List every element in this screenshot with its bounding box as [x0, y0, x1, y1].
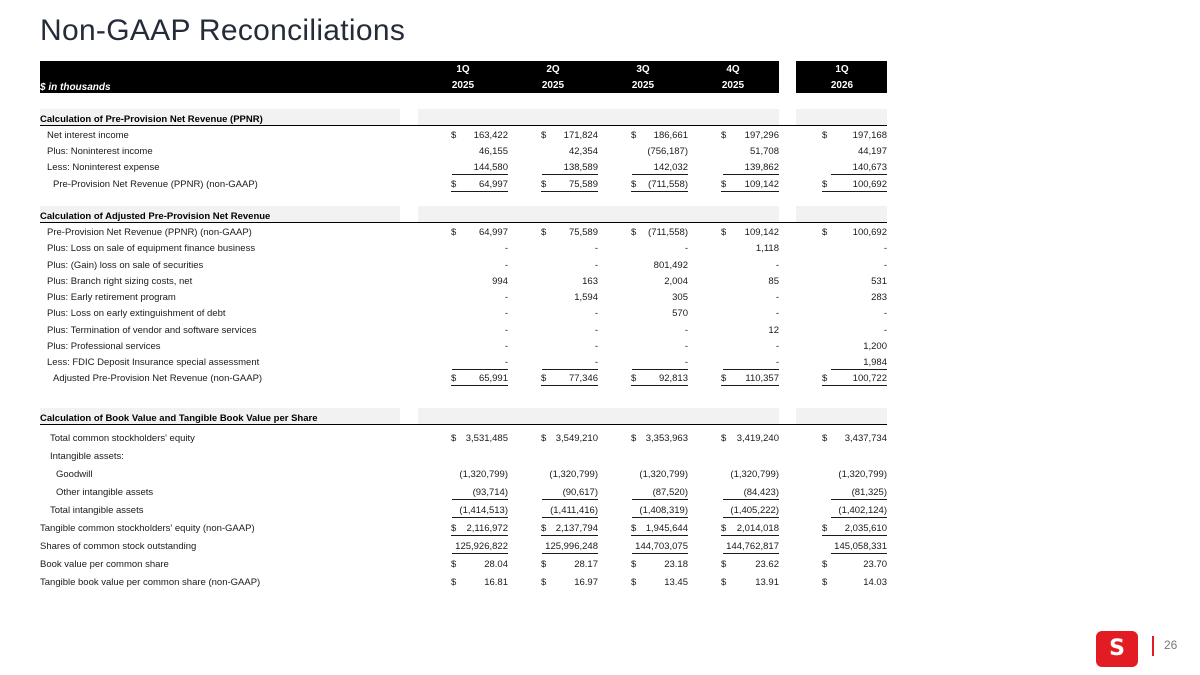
section-band: [796, 206, 887, 222]
currency-symbol: $: [721, 227, 727, 238]
currency-symbol: $: [822, 373, 828, 385]
cell-value: 3,419,240: [736, 433, 779, 444]
cell-value: 16.81: [484, 577, 508, 588]
cell-value: -: [684, 324, 688, 336]
currency-symbol: $: [721, 523, 727, 534]
cell-underline: [451, 535, 508, 536]
currency-symbol: $: [541, 373, 547, 385]
cell-value: 801,492: [653, 259, 688, 271]
cell-value: -: [684, 357, 688, 368]
cell-underline: [723, 517, 779, 518]
currency-symbol: $: [541, 178, 547, 190]
cell-value: -: [504, 340, 508, 352]
cell-underline: [831, 369, 887, 370]
cell-value: (711,558): [648, 227, 688, 238]
column-header-year: 2025: [721, 80, 745, 91]
section-band: [418, 408, 779, 424]
cell-underline: [452, 369, 508, 370]
cell-underline: [822, 191, 887, 192]
cell-underline: [542, 517, 598, 518]
cell-value: 3,437,734: [844, 433, 887, 444]
cell-underline: [452, 517, 508, 518]
cell-underline: [632, 499, 688, 500]
currency-symbol: $: [631, 130, 637, 141]
section-rule: [40, 222, 887, 223]
cell-underline: [632, 517, 688, 518]
column-header-quarter: 1Q: [835, 64, 849, 75]
cell-underline: [723, 369, 779, 370]
cell-value: -: [883, 259, 887, 271]
cell-underline: [542, 369, 598, 370]
row-label: Total intangible assets: [50, 505, 144, 516]
row-label: Less: Noninterest expense: [47, 162, 160, 174]
cell-value: 570: [672, 308, 688, 320]
cell-value: (1,320,799): [730, 469, 779, 480]
currency-symbol: $: [541, 227, 547, 238]
cell-value: 171,824: [563, 130, 598, 141]
cell-value: 144,703,075: [635, 541, 688, 552]
cell-value: 186,661: [653, 130, 688, 141]
cell-value: 139,862: [744, 162, 779, 174]
cell-underline: [723, 499, 779, 500]
cell-value: 100,692: [852, 178, 887, 190]
cell-value: -: [594, 243, 598, 255]
cell-value: 100,722: [852, 373, 887, 385]
column-header-year: 2025: [541, 80, 565, 91]
cell-underline: [632, 553, 688, 554]
column-header-year: 2026: [830, 80, 854, 91]
cell-value: 64,997: [478, 227, 508, 238]
currency-symbol: $: [451, 373, 457, 385]
cell-value: -: [504, 292, 508, 303]
cell-value: (84,423): [743, 487, 779, 498]
cell-value: -: [775, 292, 779, 303]
cell-value: 13.91: [755, 577, 779, 588]
cell-value: 14.03: [863, 577, 887, 588]
cell-value: (1,320,799): [549, 469, 598, 480]
cell-value: -: [684, 243, 688, 255]
currency-symbol: $: [631, 227, 637, 238]
cell-value: -: [504, 243, 508, 255]
cell-value: 65,991: [478, 373, 508, 385]
cell-underline: [723, 553, 779, 554]
cell-value: 3,353,963: [645, 433, 688, 444]
cell-value: (1,408,319): [639, 505, 688, 516]
cell-value: 197,296: [744, 130, 779, 141]
cell-value: 51,708: [749, 146, 779, 158]
currency-symbol: $: [631, 373, 637, 385]
row-label: Less: FDIC Deposit Insurance special assessment: [47, 357, 260, 368]
section-band: [418, 206, 779, 222]
cell-underline: [452, 174, 508, 175]
cell-value: -: [504, 324, 508, 336]
cell-value: 163: [582, 275, 598, 287]
cell-value: -: [775, 357, 779, 368]
cell-underline: [831, 553, 887, 554]
cell-value: (711,558): [648, 178, 688, 190]
cell-underline: [541, 535, 598, 536]
row-label: Shares of common stock outstanding: [40, 541, 197, 552]
cell-value: -: [775, 259, 779, 271]
cell-underline: [831, 499, 887, 500]
cell-value: (1,411,416): [550, 505, 598, 516]
cell-value: -: [594, 340, 598, 352]
cell-value: 197,168: [852, 130, 887, 141]
currency-symbol: $: [451, 523, 457, 534]
cell-value: 2,035,610: [844, 523, 887, 534]
row-label: Plus: Branch right sizing costs, net: [47, 275, 193, 287]
column-header-year: 2025: [631, 80, 655, 91]
column-header-quarter: 1Q: [456, 64, 470, 75]
cell-value: 531: [871, 275, 887, 287]
cell-value: 2,014,018: [736, 523, 779, 534]
cell-value: 23.70: [863, 559, 887, 570]
cell-value: (1,405,222): [730, 505, 779, 516]
column-header-year: 2025: [451, 80, 475, 91]
row-label: Tangible book value per common share (non-GAAP): [40, 577, 261, 588]
cell-value: -: [883, 324, 887, 336]
logo-glyph: S: [1109, 636, 1125, 661]
row-label: Plus: (Gain) loss on sale of securities: [47, 259, 204, 271]
cell-value: 77,346: [568, 373, 598, 385]
row-label: Plus: Noninterest income: [47, 146, 153, 158]
currency-symbol: $: [541, 577, 547, 588]
cell-underline: [822, 535, 887, 536]
currency-symbol: $: [822, 523, 828, 534]
cell-value: 44,197: [857, 146, 887, 158]
row-label: Plus: Early retirement program: [47, 292, 176, 303]
currency-symbol: $: [541, 130, 547, 141]
currency-symbol: $: [721, 178, 727, 190]
cell-value: 1,984: [863, 357, 887, 368]
row-label: Plus: Loss on sale of equipment finance business: [47, 243, 256, 255]
cell-value: -: [775, 308, 779, 320]
cell-value: 110,357: [745, 373, 779, 385]
row-label: Pre-Provision Net Revenue (PPNR) (non-GAAP): [53, 178, 258, 190]
row-label: Other intangible assets: [56, 487, 154, 498]
cell-value: 144,762,817: [726, 541, 779, 552]
cell-value: 28.04: [484, 559, 508, 570]
row-label: Plus: Termination of vendor and software services: [47, 324, 257, 336]
cell-value: 2,116,972: [466, 523, 508, 534]
cell-underline: [541, 191, 598, 192]
cell-underline: [721, 191, 779, 192]
cell-value: (1,320,799): [639, 469, 688, 480]
row-label: Tangible common stockholders' equity (non-GAAP): [40, 523, 255, 534]
cell-underline: [831, 517, 887, 518]
cell-value: 140,673: [852, 162, 887, 174]
row-label: Total common stockholders' equity: [50, 433, 195, 444]
cell-underline: [721, 535, 779, 536]
cell-value: 3,531,485: [465, 433, 508, 444]
currency-symbol: $: [822, 227, 828, 238]
currency-symbol: $: [451, 433, 457, 444]
section-title: Calculation of Pre-Provision Net Revenue (PPNR): [40, 114, 263, 125]
cell-value: (93,714): [472, 487, 508, 498]
section-band: [796, 408, 887, 424]
cell-value: -: [594, 357, 598, 368]
currency-symbol: $: [451, 559, 457, 570]
cell-value: 145,058,331: [834, 541, 887, 552]
row-label: Goodwill: [56, 469, 93, 480]
cell-value: (1,320,799): [838, 469, 887, 480]
section-band: [796, 109, 887, 125]
page-title: Non-GAAP Reconciliations: [40, 14, 406, 47]
cell-value: 2,137,794: [555, 523, 598, 534]
cell-value: (1,320,799): [459, 469, 508, 480]
currency-symbol: $: [631, 523, 637, 534]
currency-symbol: $: [541, 523, 547, 534]
cell-value: 1,945,644: [645, 523, 688, 534]
page-number: 26: [1164, 638, 1178, 652]
cell-underline: [452, 553, 508, 554]
cell-underline: [542, 553, 598, 554]
cell-underline: [631, 191, 688, 192]
cell-value: -: [883, 308, 887, 320]
page-number-divider: [1152, 636, 1154, 656]
cell-underline: [452, 499, 508, 500]
cell-value: 109,142: [744, 178, 779, 190]
section-rule: [40, 125, 887, 126]
cell-value: 1,200: [863, 340, 887, 352]
currency-symbol: $: [541, 433, 547, 444]
cell-value: 142,032: [653, 162, 688, 174]
column-header-quarter: 3Q: [636, 64, 650, 75]
currency-symbol: $: [631, 559, 637, 570]
cell-value: 100,692: [852, 227, 887, 238]
row-label: Net interest income: [47, 130, 129, 141]
cell-value: 138,589: [563, 162, 598, 174]
cell-value: -: [504, 259, 508, 271]
cell-value: -: [883, 243, 887, 255]
cell-underline: [542, 499, 598, 500]
cell-value: 1,118: [755, 243, 779, 255]
cell-value: 92,813: [658, 373, 688, 385]
cell-underline: [721, 385, 779, 386]
row-label: Book value per common share: [40, 559, 169, 570]
cell-underline: [541, 385, 598, 386]
cell-underline: [631, 385, 688, 386]
column-header-quarter: 2Q: [546, 64, 560, 75]
row-label: Pre-Provision Net Revenue (PPNR) (non-GAAP): [47, 227, 252, 238]
currency-symbol: $: [451, 130, 457, 141]
cell-value: -: [504, 357, 508, 368]
cell-value: 64,997: [478, 178, 508, 190]
row-label: Intangible assets:: [50, 451, 124, 462]
cell-value: 23.18: [664, 559, 688, 570]
cell-value: 42,354: [568, 146, 598, 158]
currency-symbol: $: [721, 130, 727, 141]
cell-value: 46,155: [478, 146, 508, 158]
cell-underline: [451, 191, 508, 192]
cell-value: (87,520): [652, 487, 688, 498]
currency-symbol: $: [451, 178, 457, 190]
section-title: Calculation of Adjusted Pre-Provision Net Revenue: [40, 211, 271, 222]
currency-symbol: $: [822, 577, 828, 588]
currency-symbol: $: [822, 559, 828, 570]
cell-value: 28.17: [574, 559, 598, 570]
cell-value: -: [504, 308, 508, 320]
currency-symbol: $: [721, 559, 727, 570]
cell-value: (1,414,513): [459, 505, 508, 516]
cell-value: 3,549,210: [555, 433, 598, 444]
column-header-quarter: 4Q: [726, 64, 740, 75]
row-label: Plus: Professional services: [47, 340, 161, 352]
cell-value: 283: [871, 292, 887, 303]
cell-value: -: [594, 259, 598, 271]
cell-value: (756,187): [647, 146, 688, 158]
currency-symbol: $: [721, 433, 727, 444]
currency-symbol: $: [631, 433, 637, 444]
cell-underline: [632, 369, 688, 370]
cell-value: 994: [492, 275, 508, 287]
cell-value: 144,580: [473, 162, 508, 174]
cell-underline: [822, 385, 887, 386]
cell-underline: [723, 174, 779, 175]
currency-symbol: $: [822, 130, 828, 141]
cell-value: 12: [768, 324, 779, 336]
cell-value: 75,589: [568, 178, 598, 190]
cell-value: 75,589: [568, 227, 598, 238]
cell-value: 2,004: [664, 275, 688, 287]
section-band: [418, 109, 779, 125]
currency-symbol: $: [822, 433, 828, 444]
section-title: Calculation of Book Value and Tangible Book Value per Share: [40, 413, 318, 424]
cell-value: -: [594, 308, 598, 320]
cell-value: 23.62: [755, 559, 779, 570]
cell-value: 16.97: [574, 577, 598, 588]
cell-value: (1,402,124): [838, 505, 887, 516]
cell-value: -: [594, 324, 598, 336]
cell-underline: [831, 174, 887, 175]
row-label: Plus: Loss on early extinguishment of debt: [47, 308, 226, 320]
currency-symbol: $: [541, 559, 547, 570]
cell-value: 85: [768, 275, 779, 287]
currency-symbol: $: [631, 577, 637, 588]
currency-symbol: $: [631, 178, 637, 190]
cell-underline: [451, 385, 508, 386]
units-label: $ in thousands: [40, 82, 111, 93]
cell-value: 109,142: [744, 227, 779, 238]
cell-value: -: [684, 340, 688, 352]
currency-symbol: $: [822, 178, 828, 190]
cell-value: 305: [672, 292, 688, 303]
cell-value: -: [775, 340, 779, 352]
currency-symbol: $: [721, 373, 727, 385]
cell-value: (90,617): [562, 487, 598, 498]
cell-value: (81,325): [851, 487, 887, 498]
cell-value: 125,996,248: [545, 541, 598, 552]
cell-underline: [632, 174, 688, 175]
cell-underline: [542, 174, 598, 175]
row-label: Adjusted Pre-Provision Net Revenue (non-GAAP): [53, 373, 263, 385]
cell-value: 13.45: [664, 577, 688, 588]
cell-value: 125,926,822: [455, 541, 508, 552]
cell-value: 163,422: [473, 130, 508, 141]
currency-symbol: $: [451, 227, 457, 238]
currency-symbol: $: [451, 577, 457, 588]
currency-symbol: $: [721, 577, 727, 588]
cell-value: 1,594: [574, 292, 598, 303]
section-rule: [40, 424, 887, 425]
cell-underline: [631, 535, 688, 536]
